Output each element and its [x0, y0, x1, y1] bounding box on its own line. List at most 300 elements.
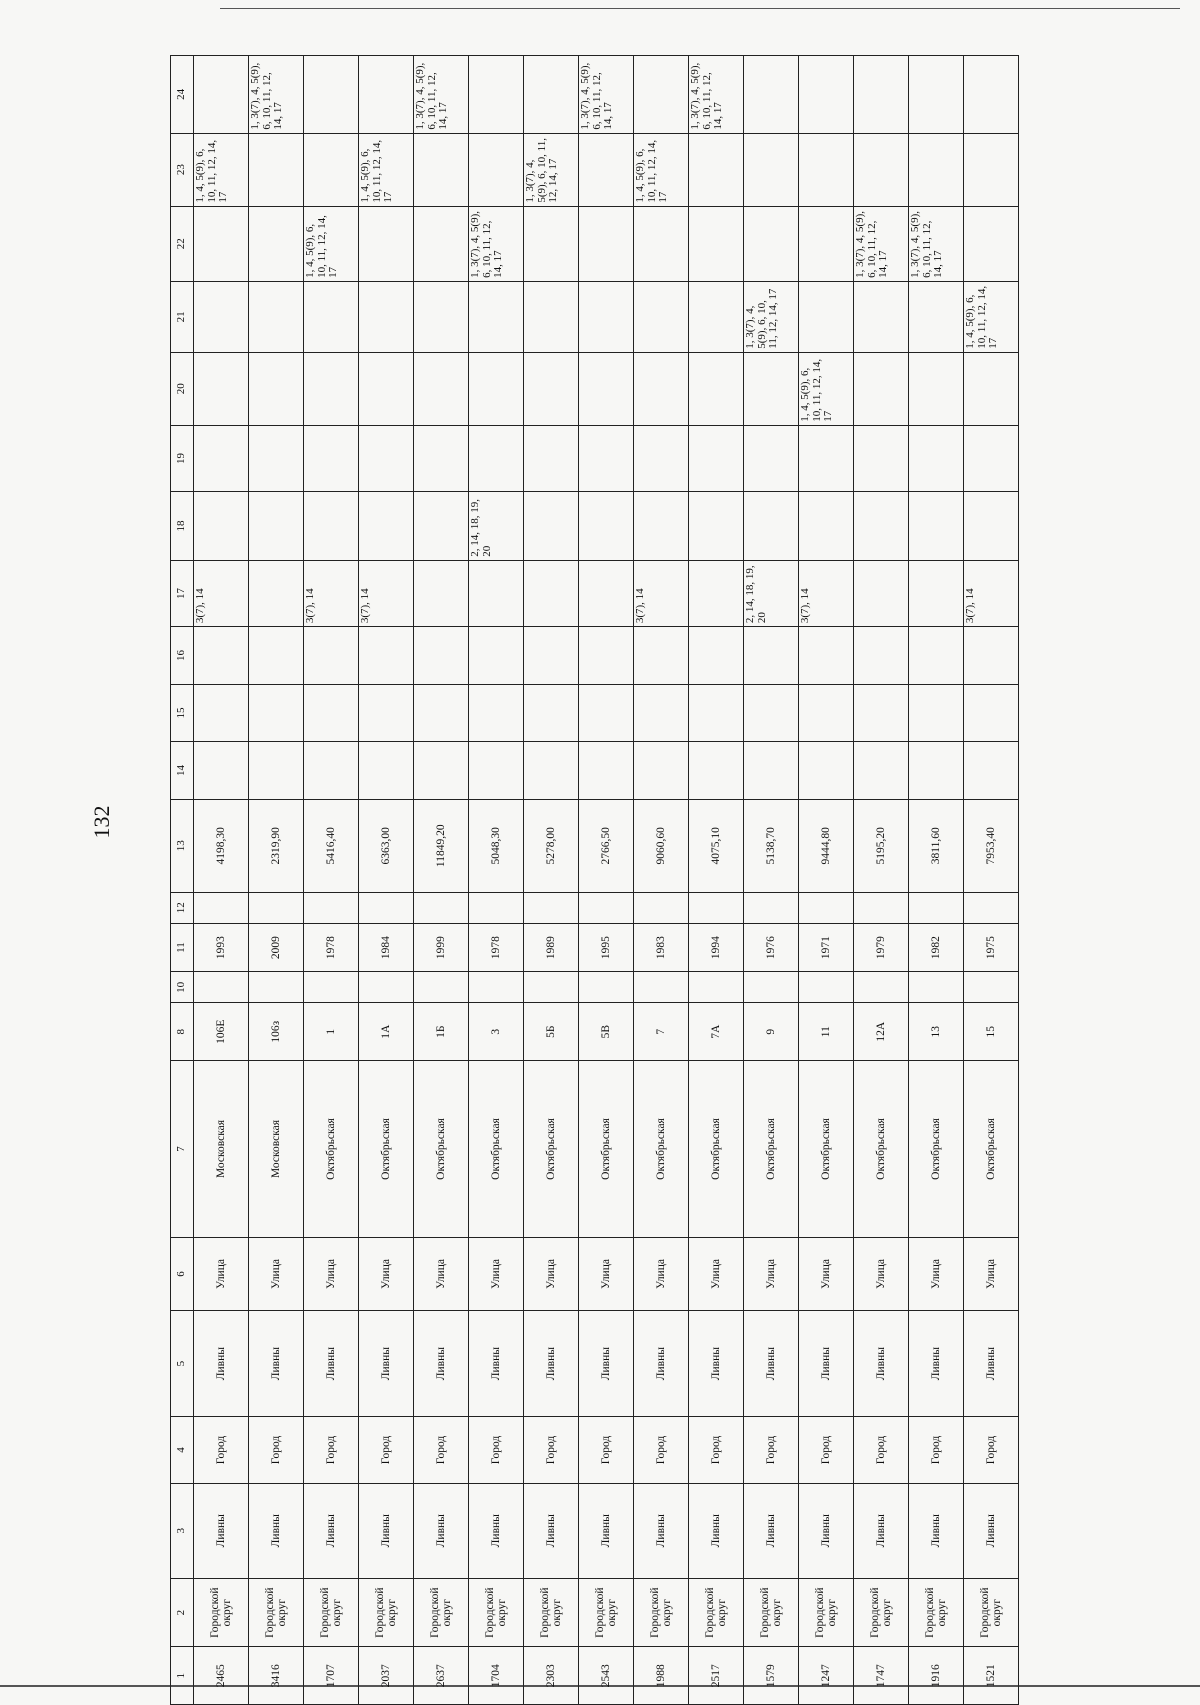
table-cell-18: [964, 492, 1019, 561]
table-cell-6: Улица: [359, 1238, 414, 1311]
table-cell-24: [304, 56, 359, 134]
table-cell-23: 1, 3(7), 4, 5(9), 6, 10, 11, 12, 14, 17: [524, 133, 579, 206]
table-cell-7: Октябрьская: [579, 1060, 634, 1237]
table-cell-2: Городской округ: [194, 1578, 249, 1647]
table-cell-14: [854, 742, 909, 800]
column-header: 14: [171, 742, 194, 800]
table-cell-20: [854, 352, 909, 425]
table-cell-7: Октябрьская: [634, 1060, 689, 1237]
table-cell-23: [414, 133, 469, 206]
table-cell-14: [469, 742, 524, 800]
table-cell-16: [634, 627, 689, 685]
table-cell-5: Ливны: [854, 1311, 909, 1417]
table-cell-1: 2637: [414, 1647, 469, 1705]
table-cell-21: 1, 4, 5(9), 6, 10, 11, 12, 14, 17: [964, 281, 1019, 352]
table-cell-11: 1993: [194, 923, 249, 972]
table-cell-23: [964, 133, 1019, 206]
table-cell-5: Ливны: [304, 1311, 359, 1417]
table-cell-18: [579, 492, 634, 561]
table-cell-17: 3(7), 14: [634, 560, 689, 626]
table-row: [304, 56, 359, 1705]
table-cell-13: 3811,60: [909, 799, 964, 892]
table-cell-22: [579, 206, 634, 281]
table-cell-11: 1994: [689, 923, 744, 972]
table-cell-15: [194, 684, 249, 742]
table-cell-8: 12А: [854, 1003, 909, 1061]
table-cell-8: 13: [909, 1003, 964, 1061]
table-cell-19: [854, 425, 909, 491]
table-cell-5: Ливны: [249, 1311, 304, 1417]
table-cell-18: [634, 492, 689, 561]
table-cell-2: Городской округ: [634, 1578, 689, 1647]
rotated-table-container: [170, 55, 1090, 1705]
table-cell-22: [744, 206, 799, 281]
table-cell-22: [964, 206, 1019, 281]
table-cell-11: 1982: [909, 923, 964, 972]
table-cell-10: [304, 972, 359, 1003]
column-header: 2: [171, 1578, 194, 1647]
table-cell-17: [854, 560, 909, 626]
table-row: [414, 56, 469, 1705]
column-header: 13: [171, 799, 194, 892]
column-header: 22: [171, 206, 194, 281]
table-cell-4: Город: [744, 1417, 799, 1483]
table-cell-24: [469, 56, 524, 134]
table-cell-2: Городской округ: [689, 1578, 744, 1647]
table-cell-3: Ливны: [854, 1483, 909, 1578]
column-header: 18: [171, 492, 194, 561]
table-cell-13: 5195,20: [854, 799, 909, 892]
table-cell-3: Ливны: [634, 1483, 689, 1578]
table-cell-5: Ливны: [469, 1311, 524, 1417]
table-cell-18: [304, 492, 359, 561]
table-cell-20: [524, 352, 579, 425]
table-cell-13: 7953,40: [964, 799, 1019, 892]
column-header: 15: [171, 684, 194, 742]
table-cell-1: 2543: [579, 1647, 634, 1705]
table-cell-18: [249, 492, 304, 561]
table-cell-20: [414, 352, 469, 425]
column-header: 19: [171, 425, 194, 491]
table-row: [579, 56, 634, 1705]
table-cell-11: 1989: [524, 923, 579, 972]
table-cell-5: Ливны: [689, 1311, 744, 1417]
table-cell-7: Октябрьская: [304, 1060, 359, 1237]
table-cell-10: [359, 972, 414, 1003]
table-cell-8: 5Б: [524, 1003, 579, 1061]
column-header: 8: [171, 1003, 194, 1061]
table-cell-12: [304, 892, 359, 923]
table-cell-20: [689, 352, 744, 425]
table-cell-17: [909, 560, 964, 626]
table-cell-19: [964, 425, 1019, 491]
table-cell-6: Улица: [524, 1238, 579, 1311]
table-cell-22: 1, 4, 5(9), 6, 10, 11, 12, 14, 17: [304, 206, 359, 281]
table-cell-4: Город: [964, 1417, 1019, 1483]
column-header: 16: [171, 627, 194, 685]
table-cell-2: Городской округ: [469, 1578, 524, 1647]
table-cell-3: Ливны: [524, 1483, 579, 1578]
column-header: 1: [171, 1647, 194, 1705]
table-cell-10: [414, 972, 469, 1003]
column-header: 4: [171, 1417, 194, 1483]
table-cell-5: Ливны: [414, 1311, 469, 1417]
table-row: [524, 56, 579, 1705]
table-cell-10: [744, 972, 799, 1003]
table-cell-12: [469, 892, 524, 923]
table-cell-12: [249, 892, 304, 923]
table-cell-17: 3(7), 14: [359, 560, 414, 626]
table-cell-21: [249, 281, 304, 352]
table-cell-1: 2517: [689, 1647, 744, 1705]
table-row: [854, 56, 909, 1705]
table-cell-21: [689, 281, 744, 352]
table-row: [799, 56, 854, 1705]
table-cell-3: Ливны: [304, 1483, 359, 1578]
table-cell-10: [964, 972, 1019, 1003]
table-cell-18: [854, 492, 909, 561]
table-cell-23: 1, 4, 5(9), 6, 10, 11, 12, 14, 17: [634, 133, 689, 206]
table-cell-18: [744, 492, 799, 561]
table-cell-8: 106Е: [194, 1003, 249, 1061]
table-cell-10: [909, 972, 964, 1003]
table-cell-7: Октябрьская: [359, 1060, 414, 1237]
table-cell-21: [909, 281, 964, 352]
table-cell-22: 1, 3(7), 4, 5(9), 6, 10, 11, 12, 14, 17: [469, 206, 524, 281]
table-cell-16: [414, 627, 469, 685]
table-cell-23: [909, 133, 964, 206]
table-cell-4: Город: [359, 1417, 414, 1483]
table-cell-15: [634, 684, 689, 742]
table-cell-15: [524, 684, 579, 742]
table-cell-4: Город: [249, 1417, 304, 1483]
table-cell-17: 3(7), 14: [964, 560, 1019, 626]
table-cell-3: Ливны: [909, 1483, 964, 1578]
table-cell-24: [359, 56, 414, 134]
table-cell-15: [854, 684, 909, 742]
table-cell-24: [909, 56, 964, 134]
table-cell-5: Ливны: [909, 1311, 964, 1417]
column-header: 10: [171, 972, 194, 1003]
column-header: 23: [171, 133, 194, 206]
table-cell-23: [579, 133, 634, 206]
column-header: 20: [171, 352, 194, 425]
table-cell-18: 2, 14, 18, 19, 20: [469, 492, 524, 561]
table-cell-3: Ливны: [744, 1483, 799, 1578]
table-cell-17: [469, 560, 524, 626]
table-cell-13: 9444,80: [799, 799, 854, 892]
table-cell-14: [524, 742, 579, 800]
table-cell-24: 1, 3(7), 4, 5(9), 6, 10, 11, 12, 14, 17: [689, 56, 744, 134]
table-cell-10: [194, 972, 249, 1003]
table-cell-11: 1971: [799, 923, 854, 972]
table-cell-24: 1, 3(7), 4, 5(9), 6, 10, 11, 12, 14, 17: [579, 56, 634, 134]
table-cell-4: Город: [799, 1417, 854, 1483]
table-cell-16: [854, 627, 909, 685]
table-cell-3: Ливны: [579, 1483, 634, 1578]
table-cell-6: Улица: [469, 1238, 524, 1311]
table-cell-8: 9: [744, 1003, 799, 1061]
table-cell-8: 7А: [689, 1003, 744, 1061]
table-cell-13: 9060,60: [634, 799, 689, 892]
table-cell-11: 1978: [304, 923, 359, 972]
table-cell-16: [689, 627, 744, 685]
header-row: [171, 56, 194, 1705]
table-cell-7: Октябрьская: [414, 1060, 469, 1237]
table-cell-10: [249, 972, 304, 1003]
table-cell-11: 1984: [359, 923, 414, 972]
table-cell-13: 6363,00: [359, 799, 414, 892]
column-header: 11: [171, 923, 194, 972]
table-cell-14: [194, 742, 249, 800]
table-cell-19: [744, 425, 799, 491]
column-header: 5: [171, 1311, 194, 1417]
table-cell-14: [634, 742, 689, 800]
table-cell-16: [359, 627, 414, 685]
table-cell-16: [249, 627, 304, 685]
table-cell-13: 11849,20: [414, 799, 469, 892]
table-cell-11: 1999: [414, 923, 469, 972]
table-cell-12: [194, 892, 249, 923]
table-cell-23: [854, 133, 909, 206]
table-cell-14: [579, 742, 634, 800]
table-cell-2: Городской округ: [304, 1578, 359, 1647]
table-cell-23: 1, 4, 5(9), 6, 10, 11, 12, 14, 17: [194, 133, 249, 206]
table-cell-15: [359, 684, 414, 742]
table-cell-8: 5В: [579, 1003, 634, 1061]
table-cell-11: 1979: [854, 923, 909, 972]
table-cell-20: [634, 352, 689, 425]
table-cell-22: [634, 206, 689, 281]
table-cell-6: Улица: [744, 1238, 799, 1311]
table-cell-19: [909, 425, 964, 491]
table-cell-4: Город: [909, 1417, 964, 1483]
table-cell-23: [469, 133, 524, 206]
table-row: [359, 56, 414, 1705]
table-cell-4: Город: [524, 1417, 579, 1483]
table-cell-17: 3(7), 14: [194, 560, 249, 626]
table-cell-18: [524, 492, 579, 561]
table-cell-3: Ливны: [414, 1483, 469, 1578]
page-number: 132: [89, 805, 114, 839]
table-cell-15: [414, 684, 469, 742]
table-cell-14: [909, 742, 964, 800]
table-cell-24: [194, 56, 249, 134]
table-cell-18: [194, 492, 249, 561]
table-cell-8: 1А: [359, 1003, 414, 1061]
table-cell-1: 2465: [194, 1647, 249, 1705]
table-cell-13: 5048,30: [469, 799, 524, 892]
table-cell-19: [414, 425, 469, 491]
table-cell-22: 1, 3(7), 4, 5(9), 6, 10, 11, 12, 14, 17: [909, 206, 964, 281]
table-cell-13: 2766,50: [579, 799, 634, 892]
table-row: [909, 56, 964, 1705]
table-cell-19: [524, 425, 579, 491]
table-cell-19: [194, 425, 249, 491]
table-cell-16: [469, 627, 524, 685]
table-cell-16: [964, 627, 1019, 685]
table-cell-24: [744, 56, 799, 134]
table-cell-21: [414, 281, 469, 352]
table-cell-20: [359, 352, 414, 425]
table-cell-2: Городской округ: [964, 1578, 1019, 1647]
table-cell-24: [524, 56, 579, 134]
table-cell-21: [524, 281, 579, 352]
table-cell-21: [304, 281, 359, 352]
table-cell-20: [909, 352, 964, 425]
table-cell-10: [634, 972, 689, 1003]
table-cell-14: [964, 742, 1019, 800]
table-cell-17: [524, 560, 579, 626]
table-cell-21: [579, 281, 634, 352]
table-cell-4: Город: [579, 1417, 634, 1483]
table-cell-2: Городской округ: [414, 1578, 469, 1647]
table-cell-14: [249, 742, 304, 800]
table-cell-14: [304, 742, 359, 800]
table-cell-3: Ливны: [194, 1483, 249, 1578]
table-cell-20: [744, 352, 799, 425]
table-row: [744, 56, 799, 1705]
table-cell-6: Улица: [854, 1238, 909, 1311]
table-cell-16: [194, 627, 249, 685]
table-cell-13: 4075,10: [689, 799, 744, 892]
table-cell-14: [689, 742, 744, 800]
table-cell-6: Улица: [689, 1238, 744, 1311]
table-cell-23: [304, 133, 359, 206]
table-body: [194, 56, 1019, 1705]
column-header: 12: [171, 892, 194, 923]
table-cell-13: 5416,40: [304, 799, 359, 892]
table-cell-11: 1976: [744, 923, 799, 972]
table-cell-19: [304, 425, 359, 491]
table-cell-1: 1247: [799, 1647, 854, 1705]
table-cell-5: Ливны: [579, 1311, 634, 1417]
table-cell-1: 2303: [524, 1647, 579, 1705]
table-cell-8: 3: [469, 1003, 524, 1061]
table-cell-21: [469, 281, 524, 352]
table-cell-24: 1, 3(7), 4, 5(9), 6, 10, 11, 12, 14, 17: [414, 56, 469, 134]
table-cell-13: 4198,30: [194, 799, 249, 892]
table-row: [689, 56, 744, 1705]
table-cell-7: Октябрьская: [469, 1060, 524, 1237]
table-row: [469, 56, 524, 1705]
table-cell-7: Октябрьская: [524, 1060, 579, 1237]
table-cell-20: [579, 352, 634, 425]
table-cell-18: [689, 492, 744, 561]
table-cell-2: Городской округ: [744, 1578, 799, 1647]
table-cell-1: 2037: [359, 1647, 414, 1705]
table-cell-12: [634, 892, 689, 923]
table-cell-12: [799, 892, 854, 923]
table-cell-3: Ливны: [359, 1483, 414, 1578]
table-cell-19: [634, 425, 689, 491]
column-header: 21: [171, 281, 194, 352]
table-cell-7: Московская: [249, 1060, 304, 1237]
table-cell-11: 2009: [249, 923, 304, 972]
table-cell-2: Городской округ: [359, 1578, 414, 1647]
table-cell-8: 1: [304, 1003, 359, 1061]
table-cell-16: [524, 627, 579, 685]
table-cell-16: [909, 627, 964, 685]
table-cell-14: [359, 742, 414, 800]
table-cell-6: Улица: [799, 1238, 854, 1311]
table-cell-24: 1, 3(7), 4, 5(9), 6, 10, 11, 12, 14, 17: [249, 56, 304, 134]
table-cell-20: [194, 352, 249, 425]
table-cell-3: Ливны: [689, 1483, 744, 1578]
table-cell-24: [799, 56, 854, 134]
table-cell-17: [689, 560, 744, 626]
table-cell-19: [689, 425, 744, 491]
table-cell-1: 1707: [304, 1647, 359, 1705]
table-cell-21: 1, 3(7), 4, 5(9), 6, 10, 11, 12, 14, 17: [744, 281, 799, 352]
table-cell-22: [524, 206, 579, 281]
table-cell-12: [909, 892, 964, 923]
table-cell-1: 1704: [469, 1647, 524, 1705]
table-cell-4: Город: [854, 1417, 909, 1483]
table-cell-15: [799, 684, 854, 742]
table-cell-20: 1, 4, 5(9), 6, 10, 11, 12, 14, 17: [799, 352, 854, 425]
table-cell-22: [414, 206, 469, 281]
table-row: [249, 56, 304, 1705]
table-cell-21: [359, 281, 414, 352]
table-cell-18: [359, 492, 414, 561]
table-cell-6: Улица: [249, 1238, 304, 1311]
table-cell-15: [304, 684, 359, 742]
table-cell-1: 1521: [964, 1647, 1019, 1705]
table-cell-11: 1975: [964, 923, 1019, 972]
column-header: 24: [171, 56, 194, 134]
table-cell-24: [634, 56, 689, 134]
table-cell-6: Улица: [634, 1238, 689, 1311]
table-cell-20: [249, 352, 304, 425]
table-cell-18: [414, 492, 469, 561]
table-cell-22: [689, 206, 744, 281]
table-cell-15: [964, 684, 1019, 742]
column-header: 7: [171, 1060, 194, 1237]
table-cell-16: [744, 627, 799, 685]
table-cell-10: [469, 972, 524, 1003]
table-cell-8: 11: [799, 1003, 854, 1061]
table-cell-16: [579, 627, 634, 685]
table-cell-7: Октябрьская: [799, 1060, 854, 1237]
table-cell-7: Октябрьская: [854, 1060, 909, 1237]
table-cell-2: Городской округ: [854, 1578, 909, 1647]
table-cell-11: 1978: [469, 923, 524, 972]
table-cell-5: Ливны: [799, 1311, 854, 1417]
table-cell-7: Московская: [194, 1060, 249, 1237]
table-cell-18: [799, 492, 854, 561]
table-cell-2: Городской округ: [524, 1578, 579, 1647]
table-cell-1: 3416: [249, 1647, 304, 1705]
table-cell-15: [469, 684, 524, 742]
table-cell-1: 1988: [634, 1647, 689, 1705]
table-cell-17: 2, 14, 18, 19, 20: [744, 560, 799, 626]
table-cell-6: Улица: [909, 1238, 964, 1311]
table-cell-15: [909, 684, 964, 742]
table-cell-18: [909, 492, 964, 561]
table-cell-10: [579, 972, 634, 1003]
table-cell-17: 3(7), 14: [304, 560, 359, 626]
table-cell-12: [964, 892, 1019, 923]
table-cell-12: [524, 892, 579, 923]
table-cell-24: [854, 56, 909, 134]
table-cell-10: [799, 972, 854, 1003]
table-cell-5: Ливны: [194, 1311, 249, 1417]
table-cell-1: 1916: [909, 1647, 964, 1705]
table-cell-11: 1995: [579, 923, 634, 972]
table-cell-3: Ливны: [469, 1483, 524, 1578]
table-cell-2: Городской округ: [909, 1578, 964, 1647]
